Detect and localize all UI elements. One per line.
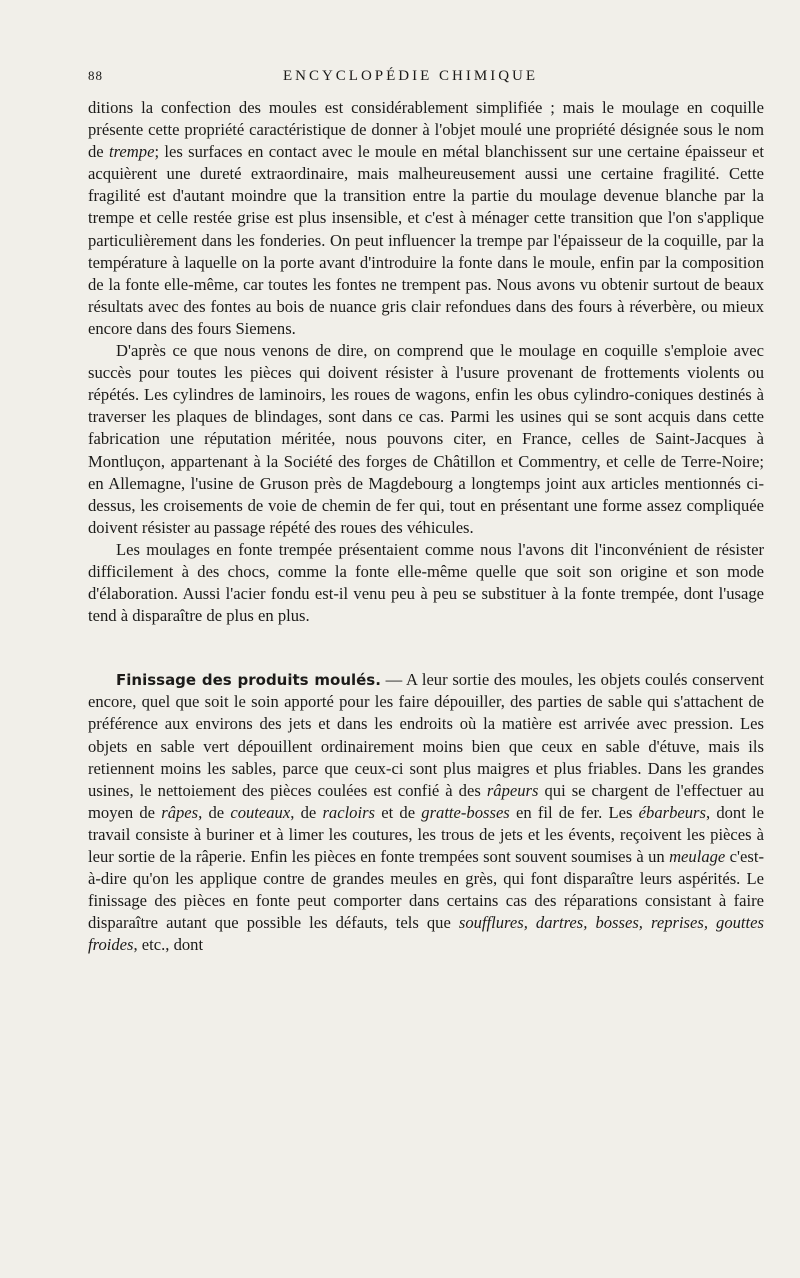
- italic-term: racloirs: [322, 802, 376, 822]
- paragraph-2: D'après ce que nous venons de dire, on comprend que le moulage en coquille s'emploie avec succès pour toutes les pièces qui doivent résister à l'usure provenant de frottements violents ou répétés. Les cylindres de laminoirs, les roues de wagons, enfin les obus cylindro-coniques destinés à traverser les plaques de blindages, sont dans ce cas. Parmi les usines qui se sont acquis dans cette fabrication une réputation méritée, nous pouvons citer, en France, celles de Saint-Jacques à Montluçon, appartenant à la Société des forges de Châtillon et Commentry, et celle de Terre-Noire; en Allemagne, l'usine de Gruson près de Magdebourg a longtemps joint aux articles mentionnés ci-dessus, les croisements de voie de chemin de fer qui, tout en présentant une forme assez compliquée doivent résister au passage répété des roues des véhicules.: [88, 341, 764, 537]
- running-title: ENCYCLOPÉDIE CHIMIQUE: [282, 68, 539, 84]
- paragraph-1: [88, 97, 764, 340]
- text-run: , dont le travail consiste à buriner et à limer les coutures, les trous de jets et les évents, reçoivent les pièces à leur sortie de la râperie. Enfin les pièces en fonte trempées sont souvent soumises à un: [88, 802, 764, 866]
- italic-term: couteaux: [230, 802, 291, 822]
- body-text: [88, 97, 764, 956]
- text-run: en fil de fer. Les: [509, 802, 639, 822]
- page-number: 88: [88, 68, 103, 83]
- italic-term: meulage: [669, 847, 726, 866]
- section-gap: [88, 627, 764, 669]
- italic-term: soufflures, dartres, bosses, reprises, gouttes froides: [88, 913, 764, 955]
- running-head: [88, 68, 748, 85]
- italic-term: râpes: [161, 802, 199, 822]
- text-run: ; les surfaces en contact avec le moule en métal blanchissent sur une certaine épaisseur et acquièrent une dureté extraordinaire, mais malheureusement aussi une certaine fragilité. Cette fragilité est d'autant moindre que la transition entre la partie du moulage devenue blanche par la trempe et celle restée grise est plus insensible, et c'est à ménager cette transition que l'on s'applique particulièrement dans les fonderies. On peut influencer la trempe par l'épaisseur de la coquille, par la température à laquelle on la porte avant d'introduire la fonte dans le moule, enfin par la composition de la fonte elle-même, car toutes les fontes ne trempent pas. Nous avons vu obtenir surtout de beaux résultats avec des fontes au bois de nuance gris clair refondues dans des fours à réverbère, ou mieux encore dans des fours Siemens.: [88, 142, 764, 338]
- text-run: c'est-à-dire qu'on les applique contre de grandes meules en grès, qui font disparaître leurs aspérités. Le finissage des pièces en fonte peut comporter dans certains cas des réparations consistant à faire disparaître autant que possible les défauts, tels que: [88, 847, 764, 933]
- text-run: qui se chargent de l'effectuer au moyen de: [88, 780, 764, 822]
- text-run: , de: [198, 802, 231, 822]
- paragraph-4: [88, 669, 764, 956]
- text-run: , de: [290, 802, 323, 822]
- italic-term: trempe: [108, 142, 155, 162]
- italic-term: râpeurs: [486, 780, 539, 800]
- paragraph-3: Les moulages en fonte trempée présentaient comme nous l'avons dit l'inconvénient de résister difficilement à des chocs, comme la fonte elle-même quelle que soit son origine et son mode d'élaboration. Aussi l'acier fondu est-il venu peu à peu se substituer à la fonte trempée, dont l'usage tend à disparaître de plus en plus.: [88, 539, 764, 626]
- italic-term: ébarbeurs: [638, 802, 706, 822]
- text-run: , etc., dont: [133, 935, 204, 955]
- section-heading: Finissage des produits moulés.: [116, 671, 381, 690]
- text-run: et de: [375, 802, 422, 822]
- italic-term: gratte-bosses: [421, 802, 510, 822]
- text-run: — A leur sortie des moules, les objets coulés conservent encore, quel que soit le soin apporté pour les faire dépouiller, des parties de sable qui s'attachent de préférence aux environs des jets et dans les endroits où la matière est arrivée avec pression. Les objets en sable vert dépouillent ordinairement moins bien que ceux en sable d'étuve, mais ils retiennent moins les sables, parce que ceux-ci sont plus maigres et plus friables. Dans les grandes usines, le nettoiement des pièces coulées est confié à des: [88, 670, 765, 800]
- text-run: ditions la confection des moules est considérablement simplifiée ; mais le moulage en coquille présente cette propriété caractéristique de donner à l'objet moulé une propriété désignée sous le nom de: [88, 98, 764, 162]
